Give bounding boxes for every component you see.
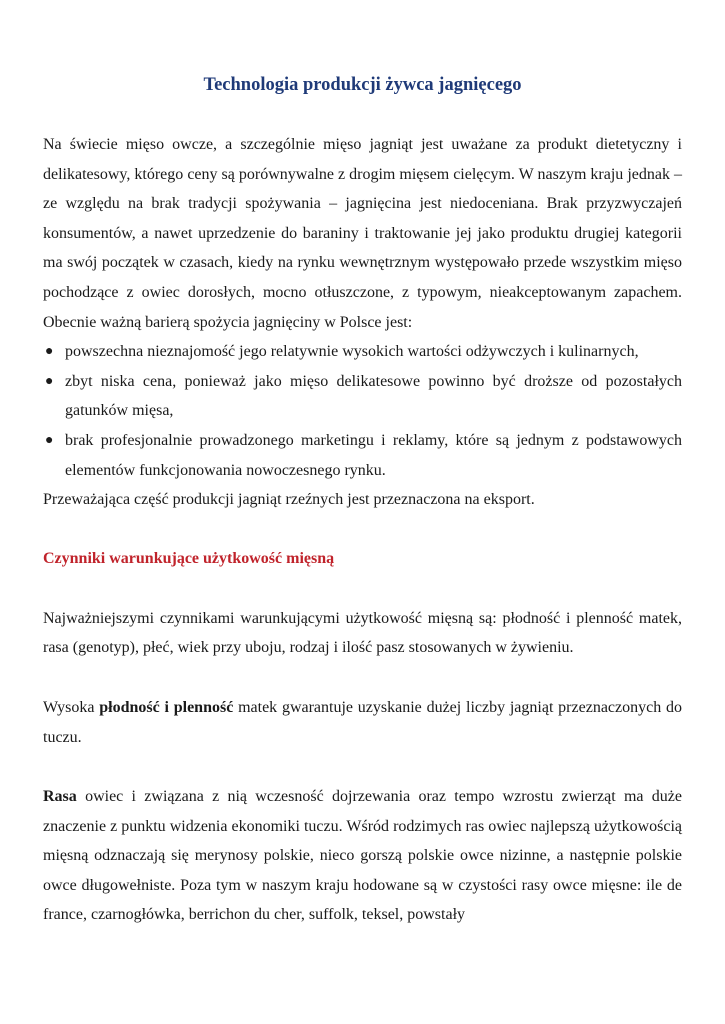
list-item-text: powszechna nieznajomość jego relatywnie wysokich wartości odżywczych i kulinarnych, xyxy=(65,343,639,361)
fertility-bold-term: płodność i plenność xyxy=(99,698,234,716)
list-item xyxy=(43,426,682,485)
factors-paragraph: Najważniejszymi czynnikami warunkującymi użytkowość mięsną są: płodność i plenność matek, rasa (genotyp), płeć, wiek przy uboju, rodzaj i ilość pasz stosowanych w żywieniu. xyxy=(43,609,682,657)
fertility-text-before: Wysoka xyxy=(43,698,100,716)
list-item-text: brak profesjonalnie prowadzonego marketingu i reklamy, które są jednym z podstawowych elementów funkcjonowania nowoczesnego rynku. xyxy=(65,431,682,479)
document-title: Technologia produkcji żywca jagnięcego xyxy=(203,75,522,95)
barriers-list xyxy=(43,337,682,485)
bullet-icon: ● xyxy=(45,344,54,360)
intro-paragraph: Na świecie mięso owcze, a szczególnie mięso jagniąt jest uważane za produkt dietetyczny i delikatesowy, którego ceny są porównywalne z drogim mięsem cielęcym. W naszym kraju jednak – ze względu na brak tradycji spożywania – jagnięcina jest niedoceniana. Brak przyzwyczajeń konsumentów, a nawet uprzedzenie do baraniny i traktowanie jej jako produktu drugiej kategorii ma swój początek w czasach, kiedy na rynku wewnętrznym występowało przede wszystkim mięso pochodzące z owiec dorosłych, mocno otłuszczone, z typowym, nieakceptowanym zapachem. Obecnie ważną barierą spożycia jagnięciny w Polsce jest: xyxy=(43,136,682,331)
fertility-paragraph xyxy=(43,693,682,752)
list-item-text: zbyt niska cena, ponieważ jako mięso delikatesowe powinno być droższe od pozostałych gatunków mięsa, xyxy=(65,372,682,420)
fertility-text-after: matek gwarantuje uzyskanie dużej liczby jagniąt przeznaczonych do tuczu. xyxy=(43,698,683,746)
list-item xyxy=(43,337,682,367)
bullet-icon: ● xyxy=(45,432,54,448)
breed-paragraph xyxy=(43,782,682,930)
list-item xyxy=(43,367,682,426)
export-note: Przeważająca część produkcji jagniąt rzeźnych jest przeznaczona na eksport. xyxy=(43,491,535,509)
document-page xyxy=(43,70,682,930)
section-heading: Czynniki warunkujące użytkowość mięsną xyxy=(43,549,335,567)
bullet-icon: ● xyxy=(45,373,54,389)
breed-text: owiec i związana z nią wczesność dojrzewania oraz tempo wzrostu zwierząt ma duże znaczenie z punktu widzenia ekonomiki tuczu. Wśród rodzimych ras owiec najlepszą użytkowością mięsną odznaczają się merynosy polskie, nieco gorszą polskie owce nizinne, a następnie polskie owce długowełniste. Poza tym w naszym kraju hodowane są w czystości rasy owce mięsne: ile de france, czarnogłówka, berrichon du cher, suffolk, teksel, powstały xyxy=(43,788,682,924)
breed-bold-term: Rasa xyxy=(43,788,77,806)
